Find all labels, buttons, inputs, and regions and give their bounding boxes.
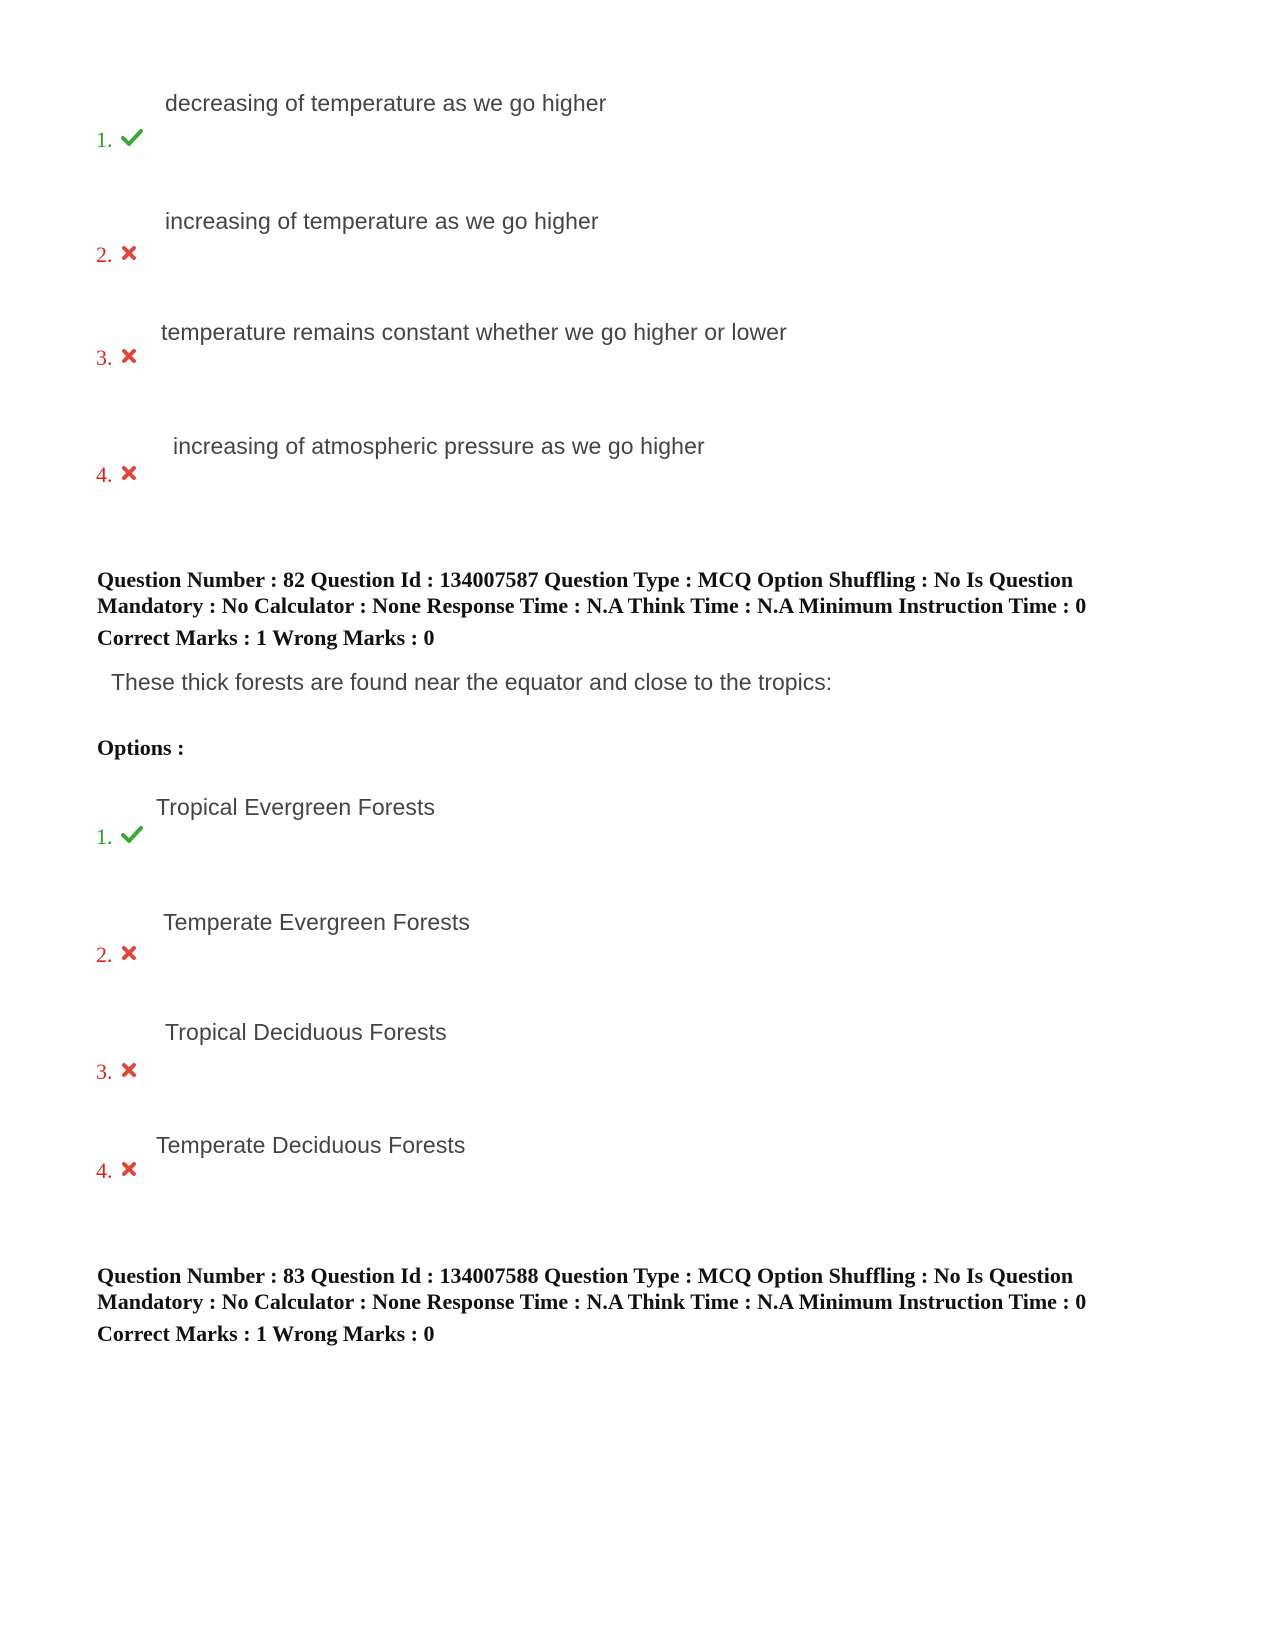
check-icon [121, 126, 143, 152]
option-number: 3. [96, 1059, 137, 1085]
option-text: Tropical Deciduous Forests [165, 1019, 447, 1045]
option-number: 1. [96, 824, 143, 850]
option-text: decreasing of temperature as we go higher [165, 90, 607, 116]
option-text: increasing of atmospheric pressure as we go higher [173, 433, 705, 459]
meta-line: Mandatory : No Calculator : None Response Time : N.A Think Time : N.A Minimum Instruction Time : 0 [97, 593, 1087, 618]
cross-icon [121, 461, 137, 487]
option-text: Temperate Deciduous Forests [156, 1132, 466, 1158]
meta-line: Question Number : 82 Question Id : 134007587 Question Type : MCQ Option Shuffling : No Is Question [97, 567, 1074, 592]
q83-meta [97, 1263, 1217, 1347]
cross-icon [121, 1157, 137, 1183]
option-number: 4. [96, 1158, 137, 1184]
option-text: increasing of temperature as we go higher [165, 208, 599, 234]
cross-icon [121, 941, 137, 967]
options-label: Options : [97, 735, 185, 760]
cross-icon [121, 344, 137, 370]
cross-icon [121, 241, 137, 267]
q82-question-text: These thick forests are found near the equator and close to the tropics: [111, 669, 833, 695]
option-number: 1. [96, 127, 143, 153]
meta-line: Question Number : 83 Question Id : 134007588 Question Type : MCQ Option Shuffling : No Is Question [97, 1263, 1074, 1288]
meta-line: Mandatory : No Calculator : None Response Time : N.A Think Time : N.A Minimum Instruction Time : 0 [97, 1289, 1087, 1314]
option-text: Tropical Evergreen Forests [156, 794, 436, 820]
option-number: 4. [96, 462, 137, 488]
cross-icon [121, 1058, 137, 1084]
option-number: 2. [96, 242, 137, 268]
option-text: Temperate Evergreen Forests [163, 909, 470, 935]
option-number: 2. [96, 942, 137, 968]
meta-line: Correct Marks : 1 Wrong Marks : 0 [97, 625, 435, 650]
q82-meta [97, 567, 1217, 651]
check-icon [121, 823, 143, 849]
option-text: temperature remains constant whether we go higher or lower [161, 319, 787, 345]
option-number: 3. [96, 345, 137, 371]
meta-line: Correct Marks : 1 Wrong Marks : 0 [97, 1321, 435, 1346]
